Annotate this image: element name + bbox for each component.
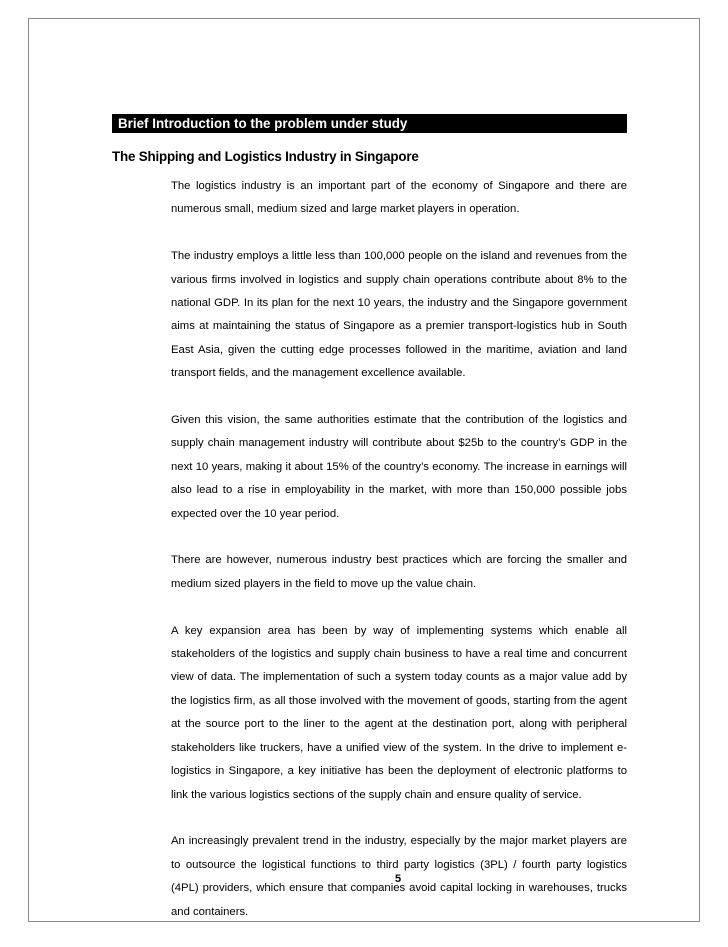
paragraph: A key expansion area has been by way of implementing systems which enable all stakeholders of the logistics and supply chain business to have a real time and concurrent view of data. The implementation of such a system today counts as a major value add by the logistics firm, as all those involved with the movement of goods, starting from the agent at the source port to the liner to the agent at the destination port, along with peripheral stakeholders like truckers, have a unified view of the system. In the drive to implement e-logistics in Singapore, a key initiative has been the deployment of electronic platforms to link the various logistics sections of the supply chain and ensure quality of service.: [171, 624, 627, 801]
paragraph: The industry employs a little less than 100,000 people on the island and revenues from the various firms involved in logistics and supply chain operations contribute about 8% to the national GDP. In its plan for the next 10 years, the industry and the Singapore government aims at maintaining the status of Singapore as a premier transport-logistics hub in South East Asia, given the cutting edge processes followed in the maritime, aviation and land transport fields, and the management excellence available.: [171, 250, 627, 380]
paragraph: An increasingly prevalent trend in the industry, especially by the major market players are to outsource the logistical functions to third party logistics (3PL) / fourth party logistics (4PL) providers, which ensure that companies avoid capital locking in warehouses, trucks and containers.: [171, 835, 627, 918]
section-title-banner: Brief Introduction to the problem under study: [112, 114, 627, 133]
body-text: [171, 175, 627, 947]
subheading: The Shipping and Logistics Industry in Singapore: [112, 149, 419, 164]
page-number: 5: [394, 873, 402, 885]
paragraph: Given this vision, the same authorities estimate that the contribution of the logistics and supply chain management industry will contribute about $25b to the country’s GDP in the next 10 years, making it about 15% of the country’s economy. The increase in earnings will also lead to a rise in employability in the market, with more than 150,000 possible jobs expected over the 10 year period.: [171, 414, 627, 520]
paragraph: There are however, numerous industry best practices which are forcing the smaller and medium sized players in the field to move up the value chain.: [171, 554, 627, 590]
paragraph: The logistics industry is an important part of the economy of Singapore and there are numerous small, medium sized and large market players in operation.: [171, 180, 627, 216]
